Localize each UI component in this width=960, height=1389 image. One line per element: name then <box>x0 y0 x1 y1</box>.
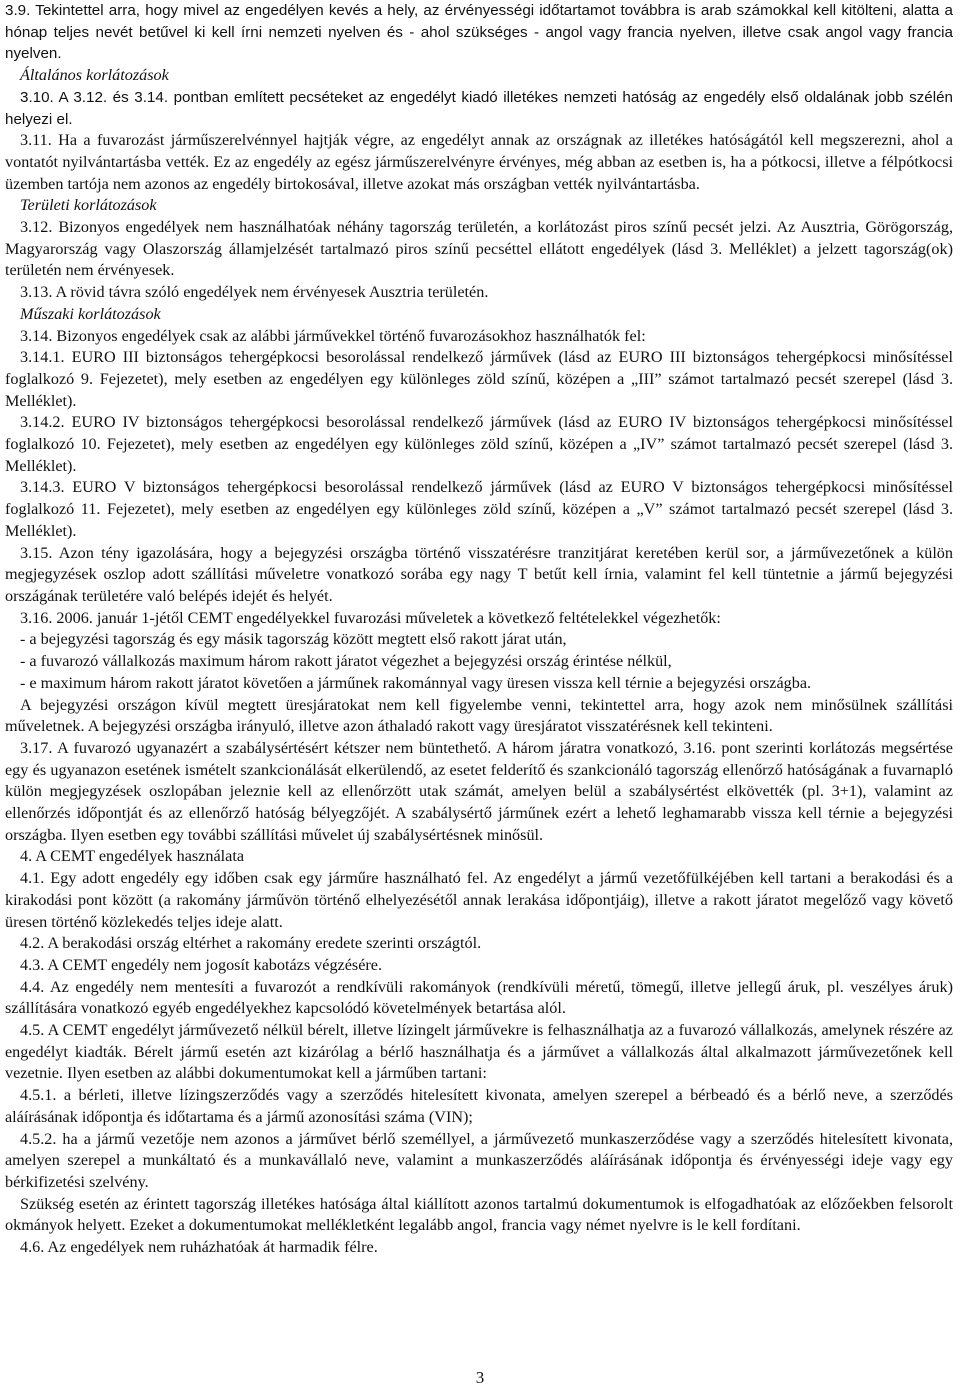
paragraph-3-14-1: 3.14.1. EURO III biztonságos tehergépkocsi besorolással rendelkező járművek (lásd az EURO III biztonságos tehergépkocsi minősítéssel foglalkozó 9. Fejezetet), mely esetben az engedélyen egy különleges zöld színű, középen a „III” számot tartalmazó pecsét szerepel (lásd 3. Melléklet). <box>5 348 953 410</box>
heading-teruleti-korlatozasok: Területi korlátozások <box>20 196 157 215</box>
heading-altalanos-korlatozasok: Általános korlátozások <box>20 66 169 85</box>
paragraph-4-5-note: Szükség esetén az érintett tagország illetékes hatósága által kiállított azonos tartalmú dokumentumok is elfogadhatóak az előzőekben felsorolt okmányok helyett. Ezeket a dokumentumokat mellékletként legalább angol, francia vagy német nyelvre is le kell fordítani. <box>5 1194 953 1235</box>
list-item-3-16-c: - e maximum három rakott járatot követően a járműnek rakománnyal vagy üresen vissza kell térnie a bejegyzési országba. <box>20 673 812 692</box>
paragraph-4-5-2: 4.5.2. ha a jármű vezetője nem azonos a járművet bérlő személlyel, a járművezető munkaszerződése vagy a szerződés hitelesített kivonata, amelyen szerepel a munkáltató és a munkavállaló neve, valamint a munkaszerződés aláírásának időpontja és érvényességi ideje vagy egy bérkifizetési szelvény. <box>5 1129 953 1191</box>
paragraph-3-9: 3.9. Tekintettel arra, hogy mivel az engedélyen kevés a hely, az érvényességi időtartamot továbbra is arab számokkal kell kitölteni, alatta a hónap teljes nevét betűvel ki kell írni nemzeti nyelven és - ahol szükséges - angol vagy francia nyelven, illetve csak angol vagy francia nyelven. <box>5 2 953 63</box>
paragraph-3-16: 3.16. 2006. január 1-jétől CEMT engedélyekkel fuvarozási műveletek a következő feltételekkel végezhetők: <box>20 608 721 627</box>
list-item-3-16-b: - a fuvarozó vállalkozás maximum három rakott járatot végezhet a bejegyzési ország érintése nélkül, <box>20 652 672 671</box>
paragraph-3-15: 3.15. Azon tény igazolására, hogy a bejegyzési országba történő visszatérésre tranzitjárat keretében kerül sor, a járművezetőnek a külön megjegyzések oszlop adott szállítási műveletre vonatkozó sorába egy nagy T betűt kell írnia, valamint fel kell tüntetnie a jármű bejegyzési országának területére való belépés idejét és helyét. <box>5 543 953 605</box>
section-heading-4: 4. A CEMT engedélyek használata <box>20 847 245 866</box>
paragraph-4-6: 4.6. Az engedélyek nem ruházhatóak át harmadik félre. <box>20 1238 378 1257</box>
paragraph-3-14: 3.14. Bizonyos engedélyek csak az alábbi járművekkel történő fuvarozásokhoz használhatók fel: <box>20 326 646 345</box>
paragraph-3-16-continued: A bejegyzési országon kívül megtett üresjáratokat nem kell figyelembe venni, tekintettel arra, hogy azok nem minősülnek szállítási műveletnek. A bejegyzési országba irányuló, illetve azon áthaladó rakott vagy üresjáratot visszatérésnek kell tekinteni. <box>5 695 953 736</box>
paragraph-4-5: 4.5. A CEMT engedélyt járművezető nélkül bérelt, illetve lízingelt járművekre is felhasználhatja az a fuvarozó vállalkozás, amelynek részére az engedélyt kiadták. Bérelt jármű esetén azt kizárólag a bérlő használhatja és a járművet a vállalkozás által alkalmazott járművezetőnek kell vezetnie. Ilyen esetben az alábbi dokumentumokat kell a járműben tartani: <box>5 1021 953 1083</box>
paragraph-3-14-2: 3.14.2. EURO IV biztonságos tehergépkocsi besorolással rendelkező járművek (lásd az EURO IV biztonságos tehergépkocsi minősítéssel foglalkozó 10. Fejezetet), mely esetben az engedélyen egy különleges zöld színű, középen a „IV” számot tartalmazó pecsét szerepel (lásd 3. Melléklet). <box>5 413 953 475</box>
paragraph-3-13: 3.13. A rövid távra szóló engedélyek nem érvényesek Ausztria területén. <box>20 283 489 302</box>
paragraph-4-1: 4.1. Egy adott engedély egy időben csak egy járműre használható fel. Az engedélyt a jármű vezetőfülkéjében kell tartani a berakodási és a kirakodási pont között (a rakomány járművön történő elhelyezésétől annak lerakása időpontjáig), illetve a rakott járatot megelőző vagy követő üresen történő közlekedés teljes ideje alatt. <box>5 869 953 931</box>
paragraph-4-2: 4.2. A berakodási ország eltérhet a rakomány eredete szerinti országtól. <box>20 934 482 953</box>
paragraph-3-12: 3.12. Bizonyos engedélyek nem használhatóak néhány tagország területén, a korlátozást piros színű pecsét jelzi. Az Ausztria, Görögország, Magyarország vagy Olaszország államjelzését tartalmazó piros színű pecséttel ellátott engedélyek (lásd 3. Melléklet) a jelzett tagország(ok) területén nem érvényesek. <box>5 218 953 280</box>
paragraph-4-5-1: 4.5.1. a bérleti, illetve lízingszerződés vagy a szerződés hitelesített kivonata, amelyen szerepel a bérbeadó és a bérlő neve, a szerződés aláírásának időpontja és időtartama és a jármű azonosítási száma (VIN); <box>5 1086 953 1126</box>
paragraph-4-4: 4.4. Az engedély nem mentesíti a fuvarozót a rendkívüli rakományok (rendkívüli méretű, tömegű, illetve jellegű áruk, pl. veszélyes áruk) szállítására vonatkozó egyéb engedélyekhez kapcsolódó követelmények betartása alól. <box>5 977 953 1018</box>
paragraph-3-14-3: 3.14.3. EURO V biztonságos tehergépkocsi besorolással rendelkező járművek (lásd az EURO V biztonságos tehergépkocsi minősítéssel foglalkozó 11. Fejezetet), mely esetben az engedélyen egy különleges zöld színű, középen a „V” számot tartalmazó pecsét szerepel (lásd 3. Melléklet). <box>5 478 953 540</box>
heading-muszaki-korlatozasok: Műszaki korlátozások <box>20 304 161 323</box>
document-body <box>5 0 953 1259</box>
paragraph-4-3: 4.3. A CEMT engedély nem jogosít kabotázs végzésére. <box>20 955 383 974</box>
list-item-3-16-a: - a bejegyzési tagország és egy másik tagország között megtett első rakott járat után, <box>20 630 567 649</box>
paragraph-3-11: 3.11. Ha a fuvarozást járműszerelvénnyel hajtják végre, az engedélyt annak az országnak az illetékes hatóságától kell megszerezni, ahol a vontatót nyilvántartásba vették. Ez az engedély az egész járműszerelvényre érvényes, még abban az esetben is, ha a pótkocsi, illetve a félpótkocsi üzemben tartója nem azonos az engedély birtokosával, illetve azokat más országban vették nyilvántartásba. <box>5 131 953 193</box>
page-number: 3 <box>475 1368 485 1387</box>
paragraph-3-17: 3.17. A fuvarozó ugyanazért a szabálysértésért kétszer nem büntethető. A három járatra vonatkozó, 3.16. pont szerinti korlátozás megsértése egy és ugyanazon esetének ismételt szankcionálását elkerülendő, az esetet felderítő és szankcionáló tagország ellenőrző hatóságának a fuvarnapló külön megjegyzések oszlopában jeleznie kell az ellenőrzött utak számát, amelyen belül a szabálysértést elkövették (pl. 3+1), valamint az ellenőrzés időpontját és az ellenőrző hatóság bélyegzőjét. A szabálysértő járműnek ezért a lehető leghamarabb vissza kell térnie a bejegyzési országba. Ilyen esetben egy további szállítási művelet új szabálysértésnek minősül. <box>5 738 953 844</box>
paragraph-3-10: 3.10. A 3.12. és 3.14. pontban említett pecséteket az engedélyt kiadó illetékes nemzeti hatóság az engedély első oldalának jobb szélén helyezi el. <box>5 88 953 128</box>
